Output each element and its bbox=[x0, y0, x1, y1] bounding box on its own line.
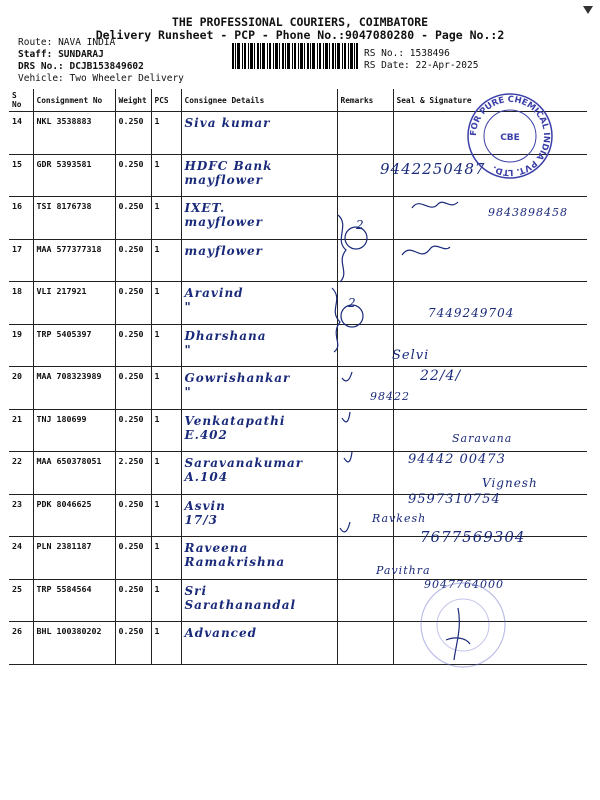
consignee-line: Siva kumar bbox=[184, 116, 271, 130]
rs-number-value: 1538496 bbox=[409, 48, 450, 59]
cell-pcs: 1 bbox=[151, 622, 181, 665]
cell-consignee bbox=[181, 282, 337, 325]
cell-weight: 0.250 bbox=[115, 197, 151, 240]
handwritten-phone-24: 7677569304 bbox=[420, 528, 526, 546]
rs-number-label: RS No.: bbox=[364, 48, 405, 59]
consignee-line: Gowrishankar bbox=[184, 371, 291, 385]
cell-pcs: 1 bbox=[151, 197, 181, 240]
column-header-pcs: PCS bbox=[151, 89, 181, 112]
cell-sno: 21 bbox=[9, 409, 33, 452]
column-header-remarks: Remarks bbox=[337, 89, 393, 112]
corner-arrow-icon bbox=[582, 5, 594, 15]
cell-consignee bbox=[181, 579, 337, 622]
cell-pcs: 1 bbox=[151, 239, 181, 282]
cell-remarks bbox=[337, 324, 393, 367]
handwritten-mark-17: 2 bbox=[356, 218, 365, 232]
cell-pcs: 1 bbox=[151, 112, 181, 155]
rs-date-label: RS Date: bbox=[364, 60, 410, 71]
consignee-line: A.104 bbox=[184, 470, 229, 484]
cell-remarks bbox=[337, 579, 393, 622]
cell-pcs: 1 bbox=[151, 324, 181, 367]
cell-pcs: 1 bbox=[151, 494, 181, 537]
consignee-line: Sri bbox=[184, 583, 208, 598]
handwritten-phone-25: 9047764000 bbox=[424, 578, 504, 591]
vehicle-label: Vehicle: bbox=[18, 73, 64, 84]
cell-weight: 0.250 bbox=[115, 367, 151, 410]
cell-sno: 16 bbox=[9, 197, 33, 240]
staff-label: Staff: bbox=[18, 49, 53, 60]
cell-consignee bbox=[181, 494, 337, 537]
seal-center-text: CBE bbox=[500, 133, 520, 143]
handwritten-mark-19: 2 bbox=[348, 296, 357, 310]
cell-consignment: MAA 577377318 bbox=[33, 239, 115, 282]
handwritten-name-23: Vignesh bbox=[482, 476, 538, 490]
cell-consignment: TSI 8176738 bbox=[33, 197, 115, 240]
handwritten-sign-20: Selvi bbox=[392, 348, 430, 363]
table-row bbox=[9, 239, 587, 282]
table-row bbox=[9, 409, 587, 452]
cell-signature bbox=[393, 409, 587, 452]
handwritten-phone-19: 7449249704 bbox=[428, 306, 515, 320]
route-label: Route: bbox=[18, 37, 53, 48]
cell-signature bbox=[393, 239, 587, 282]
cell-consignment: PLN 2381187 bbox=[33, 537, 115, 580]
cell-remarks bbox=[337, 622, 393, 665]
cell-weight: 0.250 bbox=[115, 579, 151, 622]
cell-consignment: VLI 217921 bbox=[33, 282, 115, 325]
cell-remarks bbox=[337, 112, 393, 155]
handwritten-phone-16: 9843898458 bbox=[488, 206, 568, 219]
consignee-line: IXET. bbox=[184, 201, 226, 215]
cell-consignment: TNJ 180699 bbox=[33, 409, 115, 452]
cell-sno: 25 bbox=[9, 579, 33, 622]
rs-number bbox=[364, 48, 450, 59]
cell-weight: 0.250 bbox=[115, 154, 151, 197]
cell-pcs: 1 bbox=[151, 282, 181, 325]
consignee-line: Ramakrishna bbox=[184, 555, 286, 569]
drs-label: DRS No.: bbox=[18, 61, 64, 72]
cell-sno: 14 bbox=[9, 112, 33, 155]
cell-pcs: 1 bbox=[151, 452, 181, 495]
cell-pcs: 1 bbox=[151, 537, 181, 580]
vehicle-value: Two Wheeler Delivery bbox=[69, 73, 184, 84]
cell-consignment: NKL 3538883 bbox=[33, 112, 115, 155]
cell-consignee bbox=[181, 197, 337, 240]
table-row bbox=[9, 324, 587, 367]
handwritten-name-22: Saravana bbox=[452, 432, 513, 445]
handwritten-phone-21: 98422 bbox=[370, 390, 410, 403]
drs-value: DCJB153849602 bbox=[69, 61, 144, 72]
cell-weight: 2.250 bbox=[115, 452, 151, 495]
cell-weight: 0.250 bbox=[115, 282, 151, 325]
page-title: THE PROFESSIONAL COURIERS, COIMBATORE bbox=[171, 15, 429, 29]
cell-weight: 0.250 bbox=[115, 622, 151, 665]
cell-consignment: PDK 8046625 bbox=[33, 494, 115, 537]
consignee-line: E.402 bbox=[184, 427, 228, 442]
consignee-line: HDFC Bank bbox=[184, 158, 273, 173]
cell-sno: 23 bbox=[9, 494, 33, 537]
consignee-line: mayflower bbox=[184, 215, 263, 229]
cell-consignee bbox=[181, 324, 337, 367]
cell-consignment: MAA 650378051 bbox=[33, 452, 115, 495]
column-header-signature: Seal & Signature bbox=[393, 89, 587, 112]
cell-remarks bbox=[337, 239, 393, 282]
consignee-line: 17/3 bbox=[184, 512, 218, 527]
cell-consignee bbox=[181, 409, 337, 452]
cell-pcs: 1 bbox=[151, 409, 181, 452]
handwritten-sign-25: Pavithra bbox=[376, 564, 431, 577]
column-header-sno: S No bbox=[9, 89, 33, 112]
cell-consignment: BHL 100380202 bbox=[33, 622, 115, 665]
cell-sno: 22 bbox=[9, 452, 33, 495]
barcode bbox=[232, 43, 358, 69]
cell-remarks bbox=[337, 409, 393, 452]
cell-weight: 0.250 bbox=[115, 239, 151, 282]
cell-consignee bbox=[181, 367, 337, 410]
handwritten-phone-22: 94442 00473 bbox=[408, 452, 506, 467]
column-header-weight: Weight bbox=[115, 89, 151, 112]
consignee-line: Venkatapathi bbox=[184, 413, 286, 428]
handwritten-phone-23: 9597310754 bbox=[408, 492, 501, 507]
handwritten-sign-24: Ravkesh bbox=[372, 512, 427, 525]
handwritten-phone-15: 9442250487 bbox=[380, 160, 486, 178]
cell-consignment: GDR 5393581 bbox=[33, 154, 115, 197]
faded-seal bbox=[418, 580, 508, 670]
consignee-line: Raveena bbox=[184, 541, 249, 555]
consignee-line: Sarathanandal bbox=[184, 597, 297, 612]
consignee-line: mayflower bbox=[184, 243, 263, 258]
cell-consignee bbox=[181, 112, 337, 155]
cell-consignment: TRP 5405397 bbox=[33, 324, 115, 367]
consignee-line: " bbox=[184, 300, 192, 314]
cell-sno: 18 bbox=[9, 282, 33, 325]
consignee-line: mayflower bbox=[184, 172, 263, 187]
page-subtitle: Delivery Runsheet - PCP - Phone No.:9047080280 - Page No.:2 bbox=[95, 28, 505, 42]
rs-date-value: 22-Apr-2025 bbox=[415, 60, 479, 71]
company-seal bbox=[466, 92, 554, 180]
staff-value: SUNDARAJ bbox=[58, 49, 104, 60]
cell-pcs: 1 bbox=[151, 367, 181, 410]
cell-weight: 0.250 bbox=[115, 409, 151, 452]
cell-consignee bbox=[181, 537, 337, 580]
cell-sno: 20 bbox=[9, 367, 33, 410]
cell-consignment: MAA 708323989 bbox=[33, 367, 115, 410]
handwritten-date-20: 22/4/ bbox=[420, 368, 462, 384]
cell-sno: 19 bbox=[9, 324, 33, 367]
cell-consignee bbox=[181, 622, 337, 665]
table-row bbox=[9, 367, 587, 410]
seal-text: FOR PURE CHEMICAL INDIA PVT. LTD. bbox=[468, 94, 552, 178]
cell-pcs: 1 bbox=[151, 579, 181, 622]
cell-consignment: TRP 5584564 bbox=[33, 579, 115, 622]
cell-consignee bbox=[181, 239, 337, 282]
cell-consignee bbox=[181, 154, 337, 197]
consignee-line: Dharshana bbox=[184, 328, 267, 343]
consignee-line: " bbox=[184, 342, 192, 357]
cell-weight: 0.250 bbox=[115, 324, 151, 367]
cell-consignee bbox=[181, 452, 337, 495]
rs-date bbox=[364, 60, 478, 71]
column-header-consignment: Consignment No bbox=[33, 89, 115, 112]
route-value: NAVA INDIA bbox=[58, 37, 116, 48]
cell-sno: 17 bbox=[9, 239, 33, 282]
vehicle-field bbox=[18, 73, 184, 84]
consignee-line: Asvin bbox=[184, 498, 226, 513]
consignee-line: Saravanakumar bbox=[184, 456, 304, 470]
drs-field bbox=[18, 61, 144, 72]
cell-sno: 26 bbox=[9, 622, 33, 665]
cell-weight: 0.250 bbox=[115, 537, 151, 580]
staff-field bbox=[18, 49, 104, 60]
column-header-consignee: Consignee Details bbox=[181, 89, 337, 112]
cell-remarks bbox=[337, 197, 393, 240]
cell-remarks bbox=[337, 282, 393, 325]
cell-sno: 15 bbox=[9, 154, 33, 197]
cell-weight: 0.250 bbox=[115, 494, 151, 537]
route-field bbox=[18, 37, 115, 48]
consignee-line: " bbox=[184, 385, 192, 399]
consignee-line: Advanced bbox=[184, 626, 258, 640]
cell-weight: 0.250 bbox=[115, 112, 151, 155]
cell-sno: 24 bbox=[9, 537, 33, 580]
cell-pcs: 1 bbox=[151, 154, 181, 197]
cell-remarks bbox=[337, 452, 393, 495]
consignee-line: Aravind bbox=[184, 286, 244, 300]
